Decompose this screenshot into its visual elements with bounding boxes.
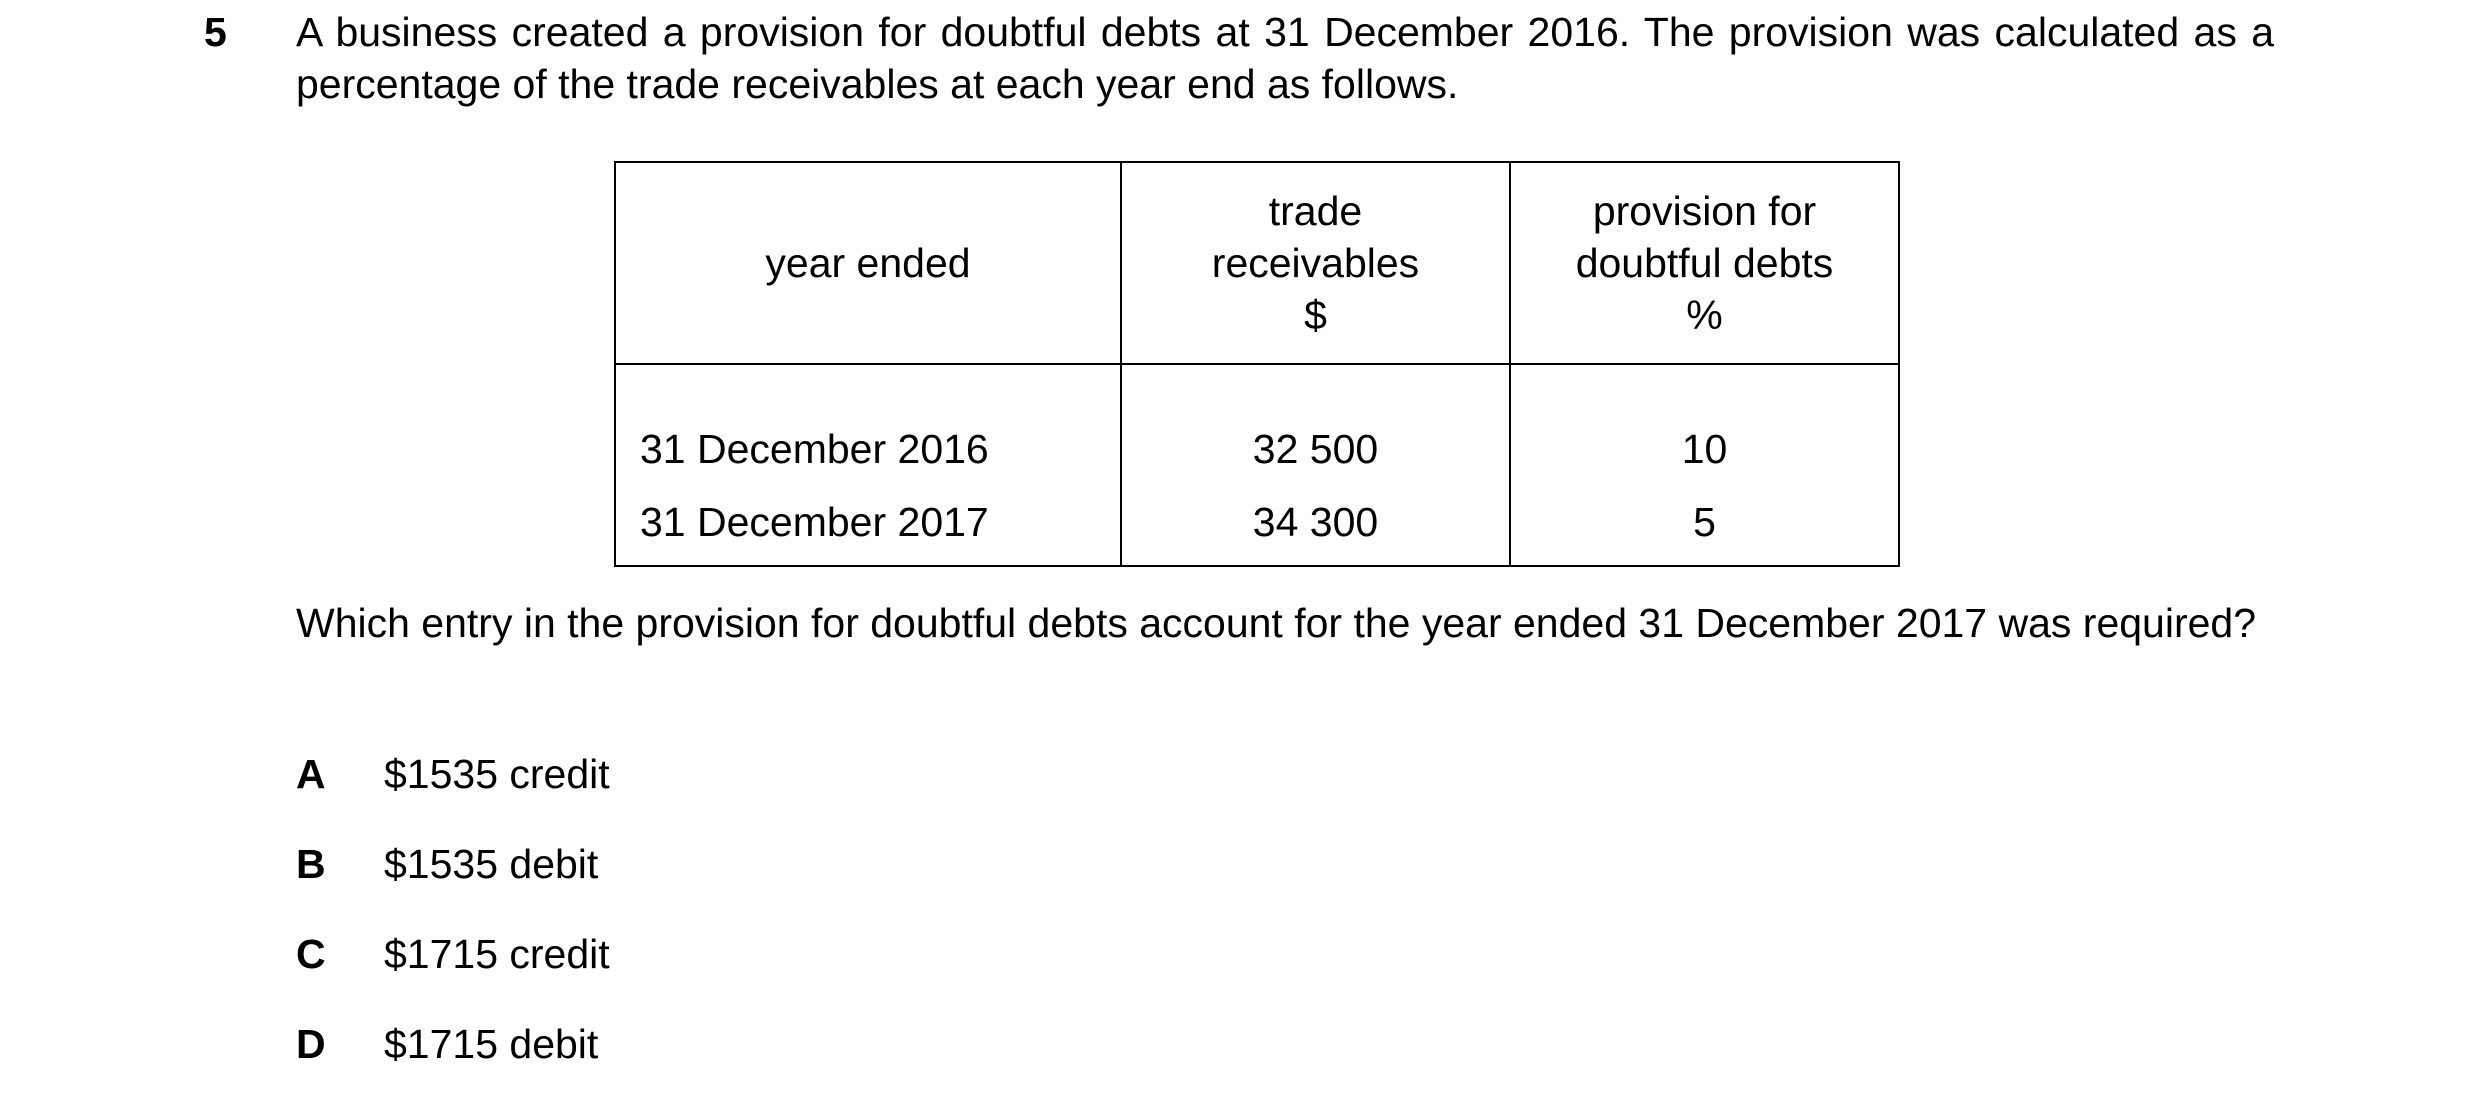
cell-provision-percent: 10 xyxy=(1510,364,1899,479)
question-prompt: Which entry in the provision for doubtful debts account for the year ended 31 December 2017 was required? xyxy=(296,600,2257,646)
question-stem: A business created a provision for doubtful debts at 31 December 2016. The provision was calculated as a percentage of the trade receivables at each year end as follows. xyxy=(296,9,2274,107)
header-trade-receivables xyxy=(1121,162,1510,364)
header-line: provision for xyxy=(1592,188,1817,234)
header-year-ended xyxy=(615,162,1121,364)
option-letter: D xyxy=(296,1021,326,1067)
cell-trade-receivables: 34 300 xyxy=(1121,479,1510,566)
header-line: receivables xyxy=(1211,240,1420,286)
option-letter: A xyxy=(296,751,326,797)
header-line: year ended xyxy=(765,240,971,286)
table-header-row xyxy=(615,162,1899,364)
question-number: 5 xyxy=(204,9,227,55)
option-text: $1715 debit xyxy=(384,1021,599,1067)
header-line: doubtful debts xyxy=(1575,240,1834,286)
option-text: $1535 debit xyxy=(384,841,599,887)
cell-year-ended: 31 December 2016 xyxy=(615,364,1121,479)
table-row xyxy=(615,364,1899,479)
table-row xyxy=(615,479,1899,566)
cell-provision-percent: 5 xyxy=(1510,479,1899,566)
header-line: trade xyxy=(1268,188,1363,234)
header-line: $ xyxy=(1304,292,1327,338)
cell-year-ended: 31 December 2017 xyxy=(615,479,1121,566)
header-provision-percent xyxy=(1510,162,1899,364)
option-text: $1715 credit xyxy=(384,931,610,977)
option-letter: C xyxy=(296,931,326,977)
receivables-table xyxy=(614,161,1900,567)
header-line: % xyxy=(1686,292,1723,338)
cell-trade-receivables: 32 500 xyxy=(1121,364,1510,479)
option-letter: B xyxy=(296,841,326,887)
option-text: $1535 credit xyxy=(384,751,610,797)
